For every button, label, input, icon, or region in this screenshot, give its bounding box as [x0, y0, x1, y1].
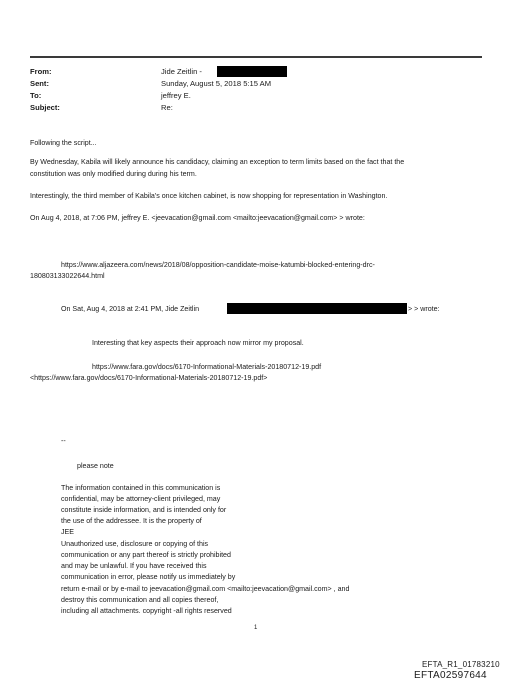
header-rule — [30, 56, 482, 58]
disclaimer-line: confidential, may be attorney-client privileged, may — [61, 495, 221, 503]
disclaimer-line: JEE — [61, 528, 75, 536]
subject-label: Subject: — [30, 103, 60, 112]
sent-value: Sunday, August 5, 2018 5:15 AM — [161, 79, 272, 88]
signature-dashes: -- — [61, 437, 66, 445]
redaction-box — [227, 303, 407, 314]
body-line-4: On Aug 4, 2018, at 7:06 PM, jeffrey E. <jeevacation@gmail.com <mailto:jeevacation@gmail.com> > wrote: — [30, 214, 365, 222]
from-label: From: — [30, 67, 52, 76]
disclaimer-line: and may be unlawful. If you have received this — [61, 562, 207, 570]
disclaimer-line: destroy this communication and all copies thereof, — [61, 596, 219, 604]
disclaimer-line: including all attachments. copyright -all rights reserved — [61, 607, 232, 615]
page-number: 1 — [254, 625, 258, 631]
url-1b: 180803133022644.html — [30, 272, 105, 280]
url-2a: https://www.fara.gov/docs/6170-Informational-Materials-20180712-19.pdf — [92, 363, 322, 371]
disclaimer-line: return e-mail or by e-mail to jeevacation@gmail.com <mailto:jeevacation@gmail.com> , and — [61, 585, 350, 593]
url-1a: https://www.aljazeera.com/news/2018/08/opposition-candidate-moise-katumbi-blocked-entering-drc- — [61, 261, 375, 269]
quote-intro: On Sat, Aug 4, 2018 at 2:41 PM, Jide Zeitlin — [61, 305, 200, 313]
body-line-1: Following the script... — [30, 139, 97, 147]
url-2b: <https://www.fara.gov/docs/6170-Informational-Materials-20180712-19.pdf> — [30, 374, 268, 382]
sent-label: Sent: — [30, 79, 49, 88]
body-line-2b: constitution was only modified during during his term. — [30, 170, 197, 178]
body-line-2a: By Wednesday, Kabila will likely announce his candidacy, claiming an exception to term limits based on the fact that the — [30, 158, 405, 166]
please-note: please note — [77, 462, 114, 470]
quote-text: Interesting that key aspects their approach now mirror my proposal. — [92, 339, 304, 347]
disclaimer-line: communication or any part thereof is strictly prohibited — [61, 551, 231, 559]
disclaimer-line: the use of the addressee. It is the property of — [61, 517, 202, 525]
to-value: jeffrey E. — [161, 91, 191, 100]
disclaimer-line: The information contained in this communication is — [61, 484, 221, 492]
redaction-box — [217, 66, 287, 77]
efta-id-1: EFTA_R1_01783210 — [422, 660, 500, 669]
subject-value: Re: — [161, 103, 173, 112]
to-label: To: — [30, 91, 42, 100]
from-value: Jide Zeitlin - — [161, 67, 202, 76]
efta-id-2: EFTA02597644 — [414, 670, 487, 681]
body-line-3: Interestingly, the third member of Kabila's once kitchen cabinet, is now shopping for representation in Washington. — [30, 192, 388, 200]
disclaimer-line: Unauthorized use, disclosure or copying of this — [61, 540, 209, 548]
quote-intro-end: > > wrote: — [408, 305, 440, 313]
disclaimer-line: constitute inside information, and is intended only for — [61, 506, 227, 514]
disclaimer-line: communication in error, please notify us immediately by — [61, 573, 236, 581]
